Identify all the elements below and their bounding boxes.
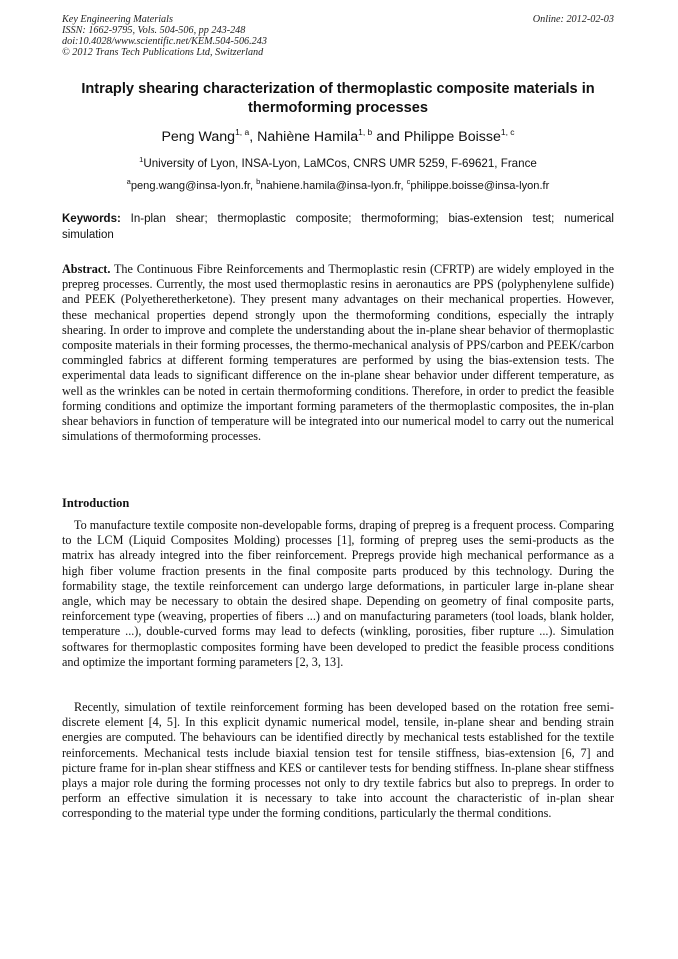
author-list <box>62 128 614 146</box>
author-superscript: 1, c <box>500 127 515 137</box>
journal-issn: ISSN: 1662-9795, Vols. 504-506, pp 243-248 <box>62 25 246 36</box>
abstract-text: The Continuous Fibre Reinforcements and Thermoplastic resin (CFRTP) are widely employed in the prepreg processes. Currently, the most used thermoplastic resins in aeronautics are PPS (polyphenylene sulfide) and PEEK (Polyetheretherketone). They present many advantages on their mechanical properties. However, these mechanical properties depend strongly upon the thermoforming conditions, especially the intraply shearing. In order to improve and complete the understanding about the in-plane shear behavior of thermoplastic composite materials in their forming processes, the thermo-mechanical analysis of PPS/carbon and PEEK/carbon commingled fabrics at different forming temperatures are performed by using the bias-extension tests. The experimental data leads to significant difference on the in-plane shear behavior under different temperature, as well as the wrinkles can be noted in certain thermoforming conditions. Therefore, in order to predict the feasible forming conditions and optimize the important forming parameters of the thermoplastic composites, the in-plan shear behaviors in function of temperature will be integrated into our numerical model to carry out the numerical simulations of thermoforming processes. <box>62 262 615 444</box>
online-date: Online: 2012-02-03 <box>532 14 614 25</box>
author-separator: , <box>249 129 258 145</box>
author-superscript: 1, a <box>235 127 250 137</box>
journal-name: Key Engineering Materials <box>62 14 173 25</box>
keywords-label: Keywords: <box>62 213 121 225</box>
email-superscript: a <box>126 177 131 186</box>
affiliation <box>62 156 614 171</box>
author-superscript: 1, b <box>358 127 373 137</box>
journal-header <box>62 14 614 58</box>
email-link[interactable]: peng.wang@insa-lyon.fr <box>130 180 250 192</box>
email-list <box>62 179 614 194</box>
abstract-block <box>62 262 614 444</box>
intro-paragraph-2: Recently, simulation of textile reinforcement forming has been developed based on the rotation free semi-discrete element [4, 5]. In this explicit dynamic numerical model, tensile, in-plane shear and bending strain energies are computed. The behaviours can be identified directly by mechanical tests established for the textile reinforcements. Mechanical tests include biaxial tension test for tensile stiffness, bias-extension [6, 7] and picture frame for in-plan shear stiffness and KES or cantilever tests for bending stiffness. In-plane shear stiffness plays a major role during the forming processes not only to dry textile fabrics but also to prepregs. In order to perform an effective simulation it is necessary to take into account the characteristic of in-plan shear corresponding to the material type under the forming conditions, particularly the thermal conditions. <box>62 700 614 821</box>
email-separator: , <box>250 180 257 192</box>
email-link[interactable]: philippe.boisse@insa-lyon.fr <box>410 180 550 192</box>
journal-copyright: © 2012 Trans Tech Publications Ltd, Switzerland <box>62 47 264 58</box>
affiliation-superscript: 1 <box>139 155 144 164</box>
keywords-block <box>62 212 614 243</box>
email-superscript: c <box>406 177 411 186</box>
author-name: Peng Wang <box>161 129 236 145</box>
abstract-label: Abstract. <box>62 262 111 276</box>
section-heading-introduction: Introduction <box>62 496 130 510</box>
keywords-text: In-plan shear; thermoplastic composite; thermoforming; bias-extension test; numerical simulation <box>62 213 614 241</box>
email-separator: , <box>400 180 407 192</box>
email-superscript: b <box>256 177 261 186</box>
affiliation-text: University of Lyon, INSA-Lyon, LaMCos, CNRS UMR 5259, F-69621, France <box>143 157 537 170</box>
email-link[interactable]: nahiene.hamila@insa-lyon.fr <box>260 180 401 192</box>
author-separator: and <box>372 129 404 145</box>
paper-title: Intraply shearing characterization of thermoplastic composite materials in thermoforming processes <box>81 81 595 116</box>
journal-doi: doi:10.4028/www.scientific.net/KEM.504-506.243 <box>62 36 267 47</box>
author-name: Nahiène Hamila <box>257 129 359 145</box>
intro-paragraph-1: To manufacture textile composite non-developable forms, draping of prepreg is a frequent process. Comparing to the LCM (Liquid Composites Molding) processes [1], forming of prepreg uses the semi-products as the matrix has already integred into the fiber reinforcement. Prepregs provide high mechanical performance as a high fiber volume fraction presents in the final composite parts produced by this technology. During the formability stage, the textile reinforcement can undergo large deformations, in particuler large in-plane shear angle, which may be necessary to obtain the desired shape. Depending on geometry of final composite parts, reinforcement type (weaving, properties of fibers ...) and on manufacturing parameters (tool loads, blank holder, temperature ...), double-curved forms may lead to defects (winkling, porosities, fiber rupture ...). Simulation softwares for thermoplastic composites forming have been developed to predict the feasible process conditions and optimize the important forming parameters [2, 3, 13]. <box>62 518 614 669</box>
author-name: Philippe Boisse <box>403 129 501 145</box>
